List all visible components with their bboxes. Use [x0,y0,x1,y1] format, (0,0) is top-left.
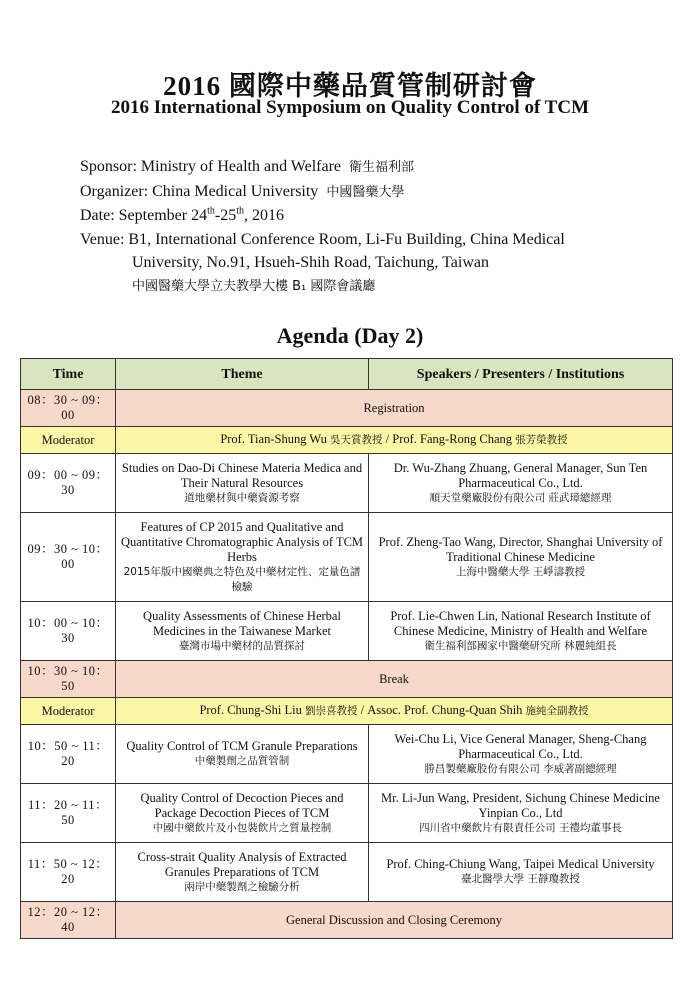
moderator-label-2: Moderator [21,698,116,725]
header-theme: Theme [116,359,369,390]
break-label: Break [116,661,673,698]
venue-line-2: University, No.91, Hsueh-Shih Road, Taichung, Taiwan [132,254,489,271]
table-header-row [21,359,673,390]
organizer-label: Organizer: China Medical University [80,182,319,200]
date-mid: -25 [214,207,237,224]
session-speaker: Wei-Chu Li, Vice General Manager, Sheng-Chang Pharmaceutical Co., Ltd. 勝昌製藥廠股份有限公司 李威著副總經理 [369,725,673,784]
session-theme: Studies on Dao-Di Chinese Materia Medica and Their Natural Resources 道地藥材與中藥資源考察 [116,454,369,513]
date-line [80,204,565,228]
moderator-row-1 [21,427,673,454]
session-speaker: Prof. Lie-Chwen Lin, National Research Institute of Chinese Medicine, Ministry of Health and Welfare 衛生福利部國家中醫藥研究所 林麗純組長 [369,602,673,661]
table-row [21,513,673,602]
moderator-label-1: Moderator [21,427,116,454]
closing-label: General Discussion and Closing Ceremony [116,902,673,939]
session-theme: Quality Control of TCM Granule Preparations 中藥製劑之品質管制 [116,725,369,784]
organizer-zh: 中國醫藥大學 [326,184,405,200]
closing-time: 12：20 ~ 12：40 [21,902,116,939]
table-row [21,602,673,661]
agenda-title: Agenda (Day 2) [276,323,424,348]
venue-line-1: Venue: B1, International Conference Room, Li-Fu Building, China Medical [80,230,565,248]
session-speaker: Prof. Zheng-Tao Wang, Director, Shanghai University of Traditional Chinese Medicine 上海中醫藥大學 王崢濤教授 [369,513,673,602]
session-speaker: Prof. Ching-Chiung Wang, Taipei Medical University 臺北醫學大學 王靜瓊教授 [369,843,673,902]
session-speaker: Mr. Li-Jun Wang, President, Sichung Chinese Medicine Yinpian Co., Ltd 四川省中藥飲片有限責任公司 王禮均董事長 [369,784,673,843]
sponsor-zh: 衛生福利部 [349,160,415,175]
table-row [21,843,673,902]
header-time: Time [21,359,116,390]
registration-row [21,390,673,427]
session-theme: Features of CP 2015 and Qualitative and Quantitative Chromatographic Analysis of TCM Herbs 2015年版中國藥典之特色及中藥材定性、定量色譜檢驗 [116,513,369,602]
moderator-names-1: Prof. Tian-Shung Wu 吳天賞教授 / Prof. Fang-Rong Chang 張芳榮教授 [116,427,673,454]
table-row [21,784,673,843]
registration-label: Registration [116,390,673,427]
session-time: 09：30 ~ 10：00 [21,513,116,602]
page-title-english: 2016 International Symposium on Quality Control of TCM [110,97,590,118]
break-row [21,661,673,698]
header-speakers: Speakers / Presenters / Institutions [369,359,673,390]
date-sup-1: th [207,205,215,217]
event-info [80,155,565,298]
session-time: 11：20 ~ 11：50 [21,784,116,843]
session-time: 09：00 ~ 09：30 [21,454,116,513]
agenda-table [20,358,673,939]
session-theme: Quality Assessments of Chinese Herbal Medicines in the Taiwanese Market 臺灣市場中藥材的品質探討 [116,602,369,661]
table-row [21,725,673,784]
session-theme: Cross-strait Quality Analysis of Extracted Granules Preparations of TCM 兩岸中藥製劑之檢驗分析 [116,843,369,902]
session-speaker: Dr. Wu-Zhang Zhuang, General Manager, Sun Ten Pharmaceutical Co., Ltd. 順天堂藥廠股份有限公司 莊武璋總經理 [369,454,673,513]
session-theme: Quality Control of Decoction Pieces and Package Decoction Pieces of TCM 中國中藥飲片及小包裝飲片之質量控制 [116,784,369,843]
sponsor-label: Sponsor: Ministry of Health and Welfare [80,158,342,175]
break-time: 10：30 ~ 10：50 [21,661,116,698]
closing-row [21,902,673,939]
moderator-row-2 [21,698,673,725]
table-row [21,454,673,513]
date-sup-2: th [236,205,244,217]
organizer-line [80,180,565,205]
sponsor-line [80,155,565,180]
venue-line-3: 中國醫藥大學立夫教學大樓 B₁ 國際會議廳 [132,278,376,294]
date-suffix: , 2016 [243,207,284,224]
moderator-names-2: Prof. Chung-Shi Liu 劉崇喜教授 / Assoc. Prof. Chung-Quan Shih 施純全副教授 [116,698,673,725]
page-title-chinese: 2016 國際中藥品質管制研討會 [163,71,537,101]
registration-time: 08：30 ~ 09：00 [21,390,116,427]
session-time: 11：50 ~ 12：20 [21,843,116,902]
date-prefix: Date: September 24 [80,207,208,224]
session-time: 10：00 ~ 10：30 [21,602,116,661]
session-time: 10：50 ~ 11：20 [21,725,116,784]
